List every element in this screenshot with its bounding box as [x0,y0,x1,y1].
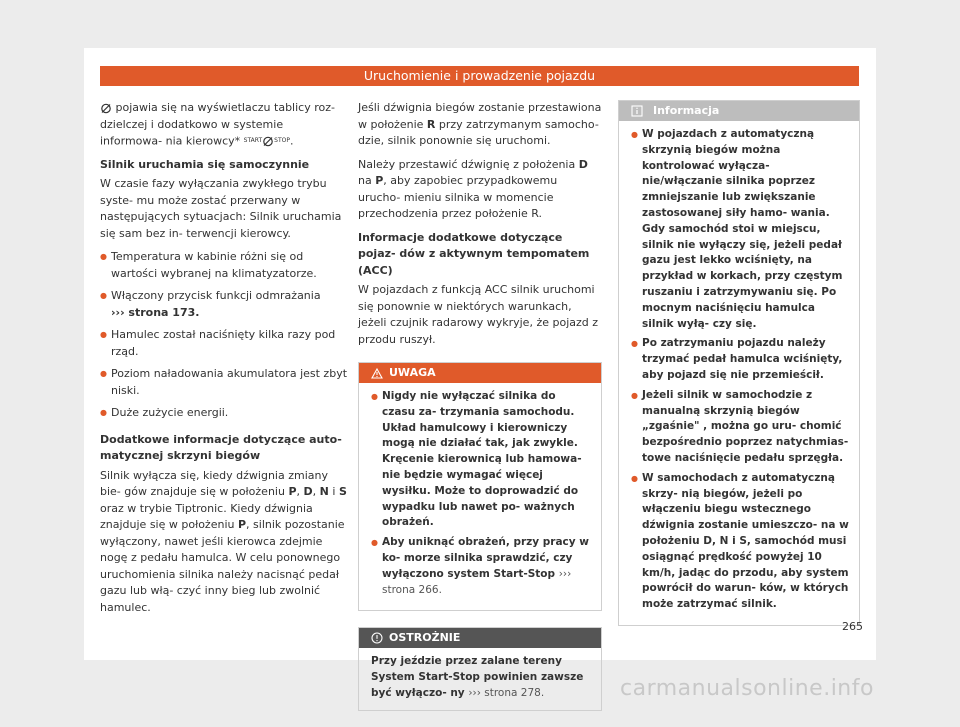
paragraph: Należy przestawić dźwignię z położenia D na P, aby zapobiec przypadkowemu urucho- mieniu silnika w momencie przechodzenia przez położenie R. [358,157,588,220]
list-item: ● W pojazdach z automatyczną skrzynią biegów można kontrolować wyłącza- nie/włączanie silnika poprzez zmniejszanie lub zwiększanie zastosowanej siły hamo- wania. Gdy samochód stoi w miejscu, silnik nie wyłączy się, jeżeli pedał gazu jest lekko wciśnięty, na przykład w korkach, przy częstym ruszaniu i zatrzymywaniu się. Po mocnym naciśnięciu hamulca silnik wyłą- czy się. [631,127,849,332]
page-reference-link[interactable]: ››› strona 278. [468,686,545,699]
paragraph: Silnik wyłącza się, kiedy dźwignia zmiany bie- gów znajduje się w położeniu P, D, N i S oraz w trybie Tiptronic. Kiedy dźwignia znajduje się w położeniu P, silnik pozostanie wyłączony, nawet jeśli kierowca zdejmie nogę z pedału hamulca. W celu ponownego uruchomienia silnika należy nacisnąć pedał gazu lub włą- czyć inny bieg lub zwolnić hamulec. [100,468,347,614]
info-icon [631,105,643,117]
page-title: Uruchomienie i prowadzenie pojazdu [100,66,859,86]
intro-paragraph: pojawia się na wyświetlaczu tablicy roz- dzielczej i dodatkowo w systemie informowa- nia kierowcy* START STOP. [100,101,335,148]
warning-box [358,362,602,611]
page-reference-link[interactable]: ››› strona 173. [111,305,200,319]
watermark: carmanualsonline.info [620,676,874,701]
start-stop-icon-small [262,136,274,147]
section-heading: Informacje dodatkowe dotyczące pojaz- dów z aktywnym tempomatem (ACC) [358,230,590,277]
column-1 [100,100,348,623]
page-number: 265 [842,620,863,633]
warning-header: UWAGA [359,363,601,383]
list-item: ● Aby uniknąć obrażeń, przy pracy w ko- morze silnika sprawdzić, czy wyłączono system Start-Stop ››› strona 266. [371,535,591,598]
column-3 [618,100,860,642]
list-item: ● Włączony przycisk funkcji odmrażania ››› strona 173. [100,288,348,321]
caution-circle-icon [371,632,383,644]
info-header: Informacja [619,101,859,121]
list-item: ● Hamulec został naciśnięty kilka razy pod rząd. [100,327,348,360]
list-item: ● Temperatura w kabinie różni się od wartości wybranej na klimatyzatorze. [100,249,348,282]
list-item: ● Nigdy nie wyłączać silnika do czasu za- trzymania samochodu. Układ hamulcowy i kierowniczy mogą nie działać tak, jak zwykle. Kręcenie kierownicą lub hamowa- nie będzie wymagać więcej wysiłku. Może to doprowadzić do wypadku lub nawet po- ważnych obrażeń. [371,389,591,531]
list-item: ● W samochodach z automatyczną skrzy- nią biegów, jeżeli po włączeniu biegu wstecznego dźwignia zostanie umieszczo- na w położeniu D, N i S, samochód musi osiągnąć prędkość powyżej 10 km/h, jadąc do przodu, aby system powrócił do warun- ków, w których może zatrzymać silnik. [631,471,849,613]
info-box [618,100,860,626]
caution-body: Przy jeździe przez zalane tereny System Start-Stop powinien zawsze być wyłączo- ny ››› strona 278. [371,655,584,699]
list-item: ● Duże zużycie energii. [100,405,348,422]
list-item: ● Po zatrzymaniu pojazdu należy trzymać pedał hamulca wciśnięty, aby pojazd się nie przemieścił. [631,336,849,383]
section-heading: Dodatkowe informacje dotyczące auto- matycznej skrzyni biegów [100,432,342,463]
info-body [619,121,859,625]
caution-box [358,627,602,710]
start-stop-icon [100,103,112,114]
page-reference-link[interactable]: ››› strona 266. [382,567,572,596]
warning-triangle-icon [371,368,383,379]
section-heading: Silnik uruchamia się samoczynnie [100,157,310,171]
list-item: ● Poziom naładowania akumulatora jest zbyt niski. [100,366,348,399]
column-2 [358,100,602,727]
list-item: ● Jeżeli silnik w samochodzie z manualną skrzynią biegów „zgaśnie" , można go uru- chomić bezpośrednio poprzez natychmias- towe naciśnięcie pedału sprzęgła. [631,388,849,467]
warning-body [359,383,601,610]
paragraph: Jeśli dźwignia biegów zostanie przestawiona w położenie R przy zatrzymanym samocho- dzie, silnik ponownie się uruchomi. [358,101,602,147]
paragraph: W czasie fazy wyłączania zwykłego trybu syste- mu może zostać przerwany w następujących sytuacjach: Silnik uruchamia się sam bez in- terwencji kierowcy. [100,177,342,240]
paragraph: W pojazdach z funkcją ACC silnik uruchomi się ponownie w niektórych warunkach, jeżeli czujnik radarowy wykryje, że pojazd z przodu ruszył. [358,283,599,346]
caution-header: OSTROŻNIE [359,628,601,648]
